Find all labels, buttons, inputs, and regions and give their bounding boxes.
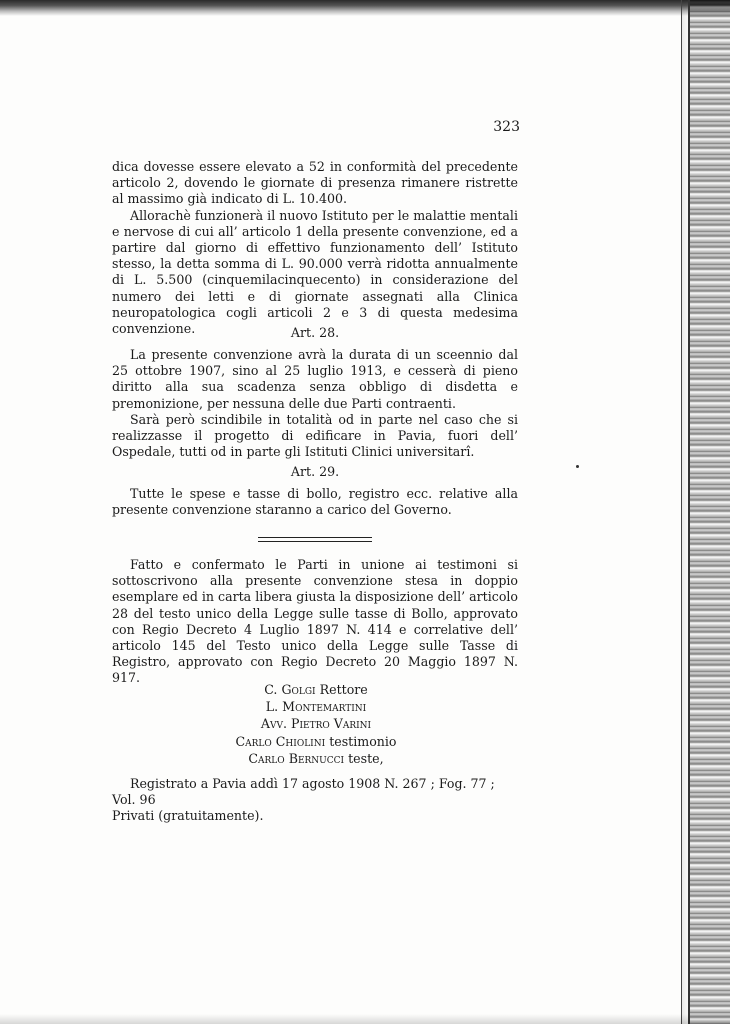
article-29-text: [112, 486, 518, 518]
signature-golgi: C. Golgi Rettore: [264, 682, 368, 697]
signature-chiolini: Carlo Chiolini testimonio: [235, 733, 397, 749]
paragraph-new-institute: Allorachè funzionerà il nuovo Istituto per le malattie mentali e nervose di cui all’ articolo 1 della presente convenzione, ed a partire dal giorno di effettivo funzionamento dell’ Istituto stesso, la detta somma di L. 90.000 verrà ridotta annualmente di L. 5.500 (cinquemilacinquecento) in considerazione del numero dei letti e di giornate assegnati alla Clinica neuropatologica cogli articoli 2 e 3 di questa medesima convenzione.: [112, 207, 518, 337]
scan-right-edge: [688, 0, 730, 1024]
article-28-text: [112, 347, 518, 460]
scan-bottom-edge: [0, 1014, 730, 1024]
continuation-paragraph: dica dovesse essere elevato a 52 in conformità del precedente articolo 2, dovendo le giornate di presenza rimanere ristrette al massimo già indicato di L. 10.400.: [112, 159, 518, 207]
scan-speck: [576, 465, 579, 468]
closing-text: [112, 557, 518, 687]
scan-top-edge: [0, 0, 730, 16]
registration-line-2: Privati (gratuitamente).: [112, 808, 264, 824]
article-28-paragraph-2: Sarà però scindibile in totalità od in parte nel caso che si realizzasse il progetto di edificare in Pavia, fuori dell’ Ospedale, tutti od in parte gli Istituti Clinici universitarî.: [112, 411, 518, 460]
section-divider: [258, 537, 372, 542]
article-29-heading: Art. 29.: [290, 464, 340, 479]
top-text-block: [112, 159, 518, 337]
registration-note: [112, 776, 518, 825]
signature-block: [180, 681, 452, 767]
signature-montemartini: L. Montemartini: [265, 699, 367, 715]
article-28-heading: Art. 28.: [290, 325, 340, 340]
registration-line-1: Registrato a Pavia addì 17 agosto 1908 N. 267 ; Fog. 77 ; Vol. 96: [112, 776, 495, 808]
page-number: 323: [493, 119, 520, 135]
closing-paragraph: Fatto e confermato le Parti in unione ai testimoni si sottoscrivono alla presente convenzione stesa in doppio esemplare ed in carta libera giusta la disposizione dell’ articolo 28 del testo unico della Legge sulle tasse di Bollo, approvato con Regio Decreto 4 Luglio 1897 N. 414 e correlative dell’ articolo 145 del Testo unico della Legge sulle Tasse di Registro, approvato con Regio Decreto 20 Maggio 1897 N. 917.: [112, 557, 519, 686]
article-28-paragraph-1: La presente convenzione avrà la durata di un sceennio dal 25 ottobre 1907, sino al 25 luglio 1913, e cesserà di pieno diritto alla sua scadenza senza obbligo di disdetta e premonizione, per nessuna delle due Parti contraenti.: [112, 347, 518, 411]
article-29-paragraph-1: Tutte le spese e tasse di bollo, registro ecc. relative alla presente convenzione staranno a carico del Governo.: [112, 486, 518, 518]
signature-bernucci: Carlo Bernucci teste,: [248, 750, 384, 766]
signature-varini: Avv. Pietro Varini: [260, 716, 372, 732]
